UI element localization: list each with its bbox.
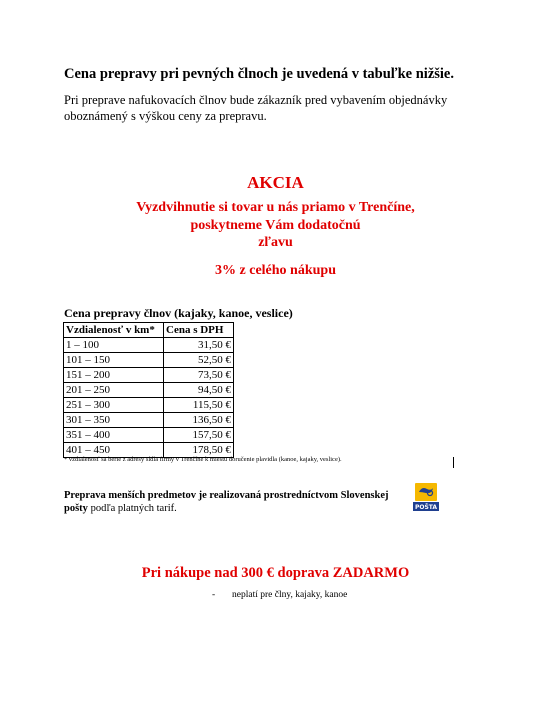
table-cell-price: 115,50 € [164,398,234,413]
note-dash: - [212,590,216,600]
note-text: neplatí pre člny, kajaky, kanoe [232,590,348,600]
promo-line-2: poskytneme Vám dodatočnú [190,218,361,233]
text-cursor [453,457,454,468]
table-row [64,383,234,398]
table-row [64,353,234,368]
table-footnote: * vzdialenosť sa berie z adresy sídla firmy v Trenčíne k miestu doručenie plavidla (kanoe, kajaky, veslice). [64,456,342,463]
post-delivery-text [64,489,414,515]
table-cell-price: 31,50 € [164,338,234,353]
table-cell-distance: 201 – 250 [64,383,164,398]
shipping-heading: Cena prepravy pri pevných člnoch je uvedená v tabuľke nižšie. [64,66,454,82]
table-header-price: Cena s DPH [164,323,234,338]
table-cell-distance: 101 – 150 [64,353,164,368]
table-cell-price: 73,50 € [164,368,234,383]
table-row [64,368,234,383]
table-cell-price: 52,50 € [164,353,234,368]
table-cell-distance: 151 – 200 [64,368,164,383]
table-row [64,413,234,428]
table-header-distance: Vzdialenosť v km* [64,323,164,338]
table-row [64,338,234,353]
table-cell-price: 178,50 € [164,443,234,458]
table-cell-price: 136,50 € [164,413,234,428]
post-logo-label: POŠTA [414,504,438,511]
promo-line-1: Vyzdvihnutie si tovar u nás priamo v Trenčíne, [136,200,415,215]
table-cell-distance: 251 – 300 [64,398,164,413]
post-delivery-bold: Preprava menších predmetov je realizovaná prostredníctvom Slovenskej pošty [64,490,389,514]
free-shipping-note [212,590,347,600]
table-header-row [64,323,234,338]
price-table [63,322,234,458]
table-cell-distance: 301 – 350 [64,413,164,428]
free-shipping-banner: Pri nákupe nad 300 € doprava ZADARMO [141,565,410,581]
table-cell-price: 94,50 € [164,383,234,398]
table-row [64,428,234,443]
table-cell-distance: 401 – 450 [64,443,164,458]
promo-discount: 3% z celého nákupu [215,263,336,278]
price-table-title: Cena prepravy člnov (kajaky, kanoe, veslice) [64,306,293,320]
table-cell-distance: 1 – 100 [64,338,164,353]
promo-title: AKCIA [247,173,304,192]
promo-line-3: zľavu [258,235,293,250]
table-cell-distance: 351 – 400 [64,428,164,443]
slovak-post-logo-icon [413,483,439,511]
table-cell-price: 157,50 € [164,428,234,443]
inflatable-intro-text: Pri preprave nafukovacích člnov bude zákazník pred vybavením objednávky oboznámený s výškou ceny za prepravu. [64,93,448,123]
post-delivery-rest: podľa platných tarif. [90,503,177,514]
table-row [64,398,234,413]
